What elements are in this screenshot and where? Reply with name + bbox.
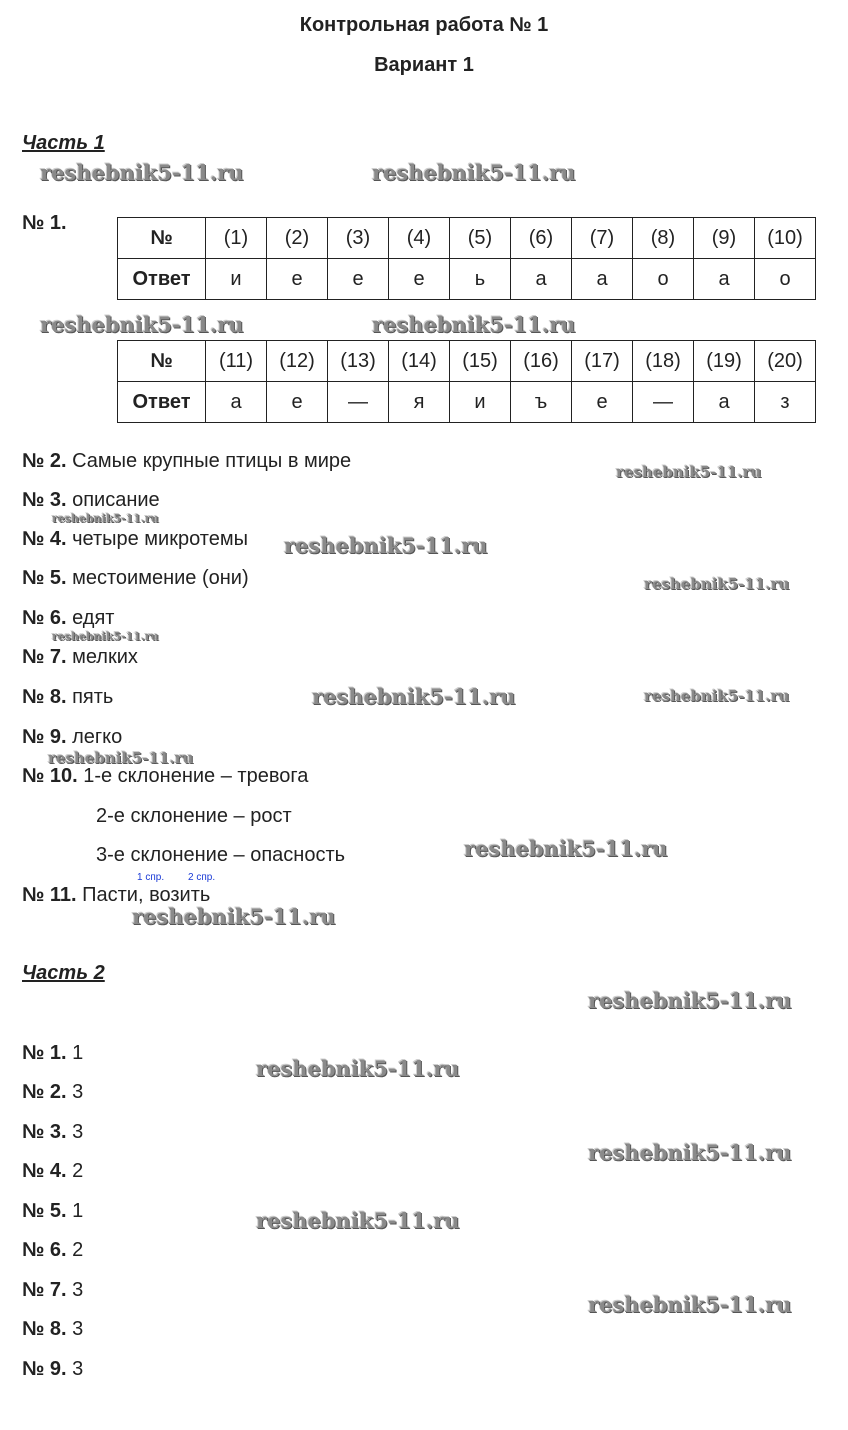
list-item (22, 686, 113, 709)
list-item (22, 1358, 83, 1381)
answer-table-1 (117, 217, 816, 300)
watermark: reshebnik5-11.ru (52, 512, 159, 525)
table-header-number: № (118, 218, 206, 259)
item-answer: 3 (72, 1279, 84, 1301)
item-answer: легко (72, 726, 123, 748)
table-cell: (9) (694, 218, 755, 259)
item-number: № 5. (22, 567, 67, 589)
item-answer: 1-е склонение – тревога (83, 765, 309, 787)
table-cell: ь (450, 259, 511, 300)
item-answer: 2 (72, 1239, 84, 1261)
list-item (22, 1160, 83, 1183)
conjugation-note: 1 спр. (137, 872, 165, 883)
table-cell: (10) (755, 218, 816, 259)
item-answer: 1 (72, 1200, 84, 1222)
table-cell: (17) (572, 341, 633, 382)
table-cell: (4) (389, 218, 450, 259)
item-answer: 2 (72, 1160, 84, 1182)
list-item (22, 646, 138, 669)
table-cell: — (328, 382, 389, 423)
item-answer: описание (72, 489, 160, 511)
table-cell: (15) (450, 341, 511, 382)
watermark: reshebnik5-11.ru (48, 749, 194, 767)
table-cell: (2) (267, 218, 328, 259)
table-row (118, 382, 816, 423)
table-cell: (14) (389, 341, 450, 382)
table-cell: (5) (450, 218, 511, 259)
item-answer: 3 (72, 1081, 84, 1103)
item-number: № 3. (22, 489, 67, 511)
table-cell: и (206, 259, 267, 300)
item-number: № 7. (22, 1279, 67, 1301)
table-header-answer: Ответ (118, 259, 206, 300)
list-item (22, 1239, 83, 1262)
item-number: № 2. (22, 450, 67, 472)
watermark: reshebnik5-11.ru (616, 463, 762, 481)
q1-label: № 1. (22, 212, 67, 234)
table-header-answer: Ответ (118, 382, 206, 423)
watermark: reshebnik5-11.ru (284, 533, 488, 558)
table-cell: а (694, 259, 755, 300)
item-number: № 2. (22, 1081, 67, 1103)
table-cell: (16) (511, 341, 572, 382)
watermark: reshebnik5-11.ru (52, 630, 159, 643)
watermark: reshebnik5-11.ru (588, 1140, 792, 1165)
watermark: reshebnik5-11.ru (312, 684, 516, 709)
item-number: № 10. (22, 765, 78, 787)
list-item (22, 765, 308, 788)
item-number: № 6. (22, 607, 67, 629)
table-cell: а (694, 382, 755, 423)
table-cell: а (572, 259, 633, 300)
item-number: № 1. (22, 1042, 67, 1064)
part1-heading: Часть 1 (22, 132, 105, 154)
table-cell: з (755, 382, 816, 423)
item-answer: четыре микротемы (72, 528, 248, 550)
watermark: reshebnik5-11.ru (644, 687, 790, 705)
table-row (118, 218, 816, 259)
table-row (118, 341, 816, 382)
table-cell: а (511, 259, 572, 300)
table-cell: (13) (328, 341, 389, 382)
table-header-number: № (118, 341, 206, 382)
watermark: reshebnik5-11.ru (132, 904, 336, 929)
watermark: reshebnik5-11.ru (40, 160, 244, 185)
conjugation-note: 2 спр. (188, 872, 216, 883)
list-item (22, 528, 248, 551)
item-answer: 3 (72, 1318, 84, 1340)
list-item (22, 1121, 83, 1144)
variant-title: Вариант 1 (374, 54, 474, 76)
watermark: reshebnik5-11.ru (644, 575, 790, 593)
list-item (22, 567, 249, 590)
item-answer-line: 2-е склонение – рост (96, 805, 292, 827)
item-number: № 11. (22, 884, 77, 906)
watermark: reshebnik5-11.ru (256, 1056, 460, 1081)
item-answer: 3 (72, 1358, 84, 1380)
item-answer-line: 3-е склонение – опасность (96, 844, 346, 866)
part2-heading: Часть 2 (22, 962, 105, 984)
list-item (22, 726, 122, 749)
item-answer: Самые крупные птицы в мире (72, 450, 352, 472)
list-item (22, 489, 160, 512)
watermark: reshebnik5-11.ru (464, 836, 668, 861)
item-number: № 8. (22, 1318, 67, 1340)
table-cell: е (328, 259, 389, 300)
table-cell: я (389, 382, 450, 423)
table-cell: е (389, 259, 450, 300)
item-number: № 4. (22, 1160, 67, 1182)
table-cell: е (572, 382, 633, 423)
item-number: № 9. (22, 1358, 67, 1380)
table-cell: е (267, 259, 328, 300)
list-item (22, 1318, 83, 1341)
table-cell: о (633, 259, 694, 300)
watermark: reshebnik5-11.ru (372, 312, 576, 337)
answer-table-2 (117, 340, 816, 423)
table-cell: (8) (633, 218, 694, 259)
table-cell: (19) (694, 341, 755, 382)
item-answer: мелких (72, 646, 138, 668)
table-cell: (3) (328, 218, 389, 259)
list-item (22, 1081, 83, 1104)
item-answer: едят (72, 607, 115, 629)
item-number: № 8. (22, 686, 67, 708)
table-cell: — (633, 382, 694, 423)
table-cell: (7) (572, 218, 633, 259)
table-cell: (11) (206, 341, 267, 382)
list-item (22, 1200, 83, 1223)
watermark: reshebnik5-11.ru (588, 988, 792, 1013)
watermark: reshebnik5-11.ru (588, 1292, 792, 1317)
item-answer: пять (72, 686, 114, 708)
table-cell: и (450, 382, 511, 423)
list-item (22, 607, 114, 630)
item-number: № 3. (22, 1121, 67, 1143)
list-item (22, 1042, 83, 1065)
item-number: № 5. (22, 1200, 67, 1222)
table-cell: (18) (633, 341, 694, 382)
table-cell: а (206, 382, 267, 423)
item-number: № 4. (22, 528, 67, 550)
watermark: reshebnik5-11.ru (372, 160, 576, 185)
table-cell: (20) (755, 341, 816, 382)
list-item (22, 1279, 83, 1302)
item-answer: Пасти, возить (82, 884, 211, 906)
table-cell: е (267, 382, 328, 423)
item-number: № 6. (22, 1239, 67, 1261)
item-answer: 1 (72, 1042, 84, 1064)
table-cell: о (755, 259, 816, 300)
list-item (22, 450, 351, 473)
table-cell: (1) (206, 218, 267, 259)
table-row (118, 259, 816, 300)
watermark: reshebnik5-11.ru (40, 312, 244, 337)
item-answer: местоимение (они) (72, 567, 249, 589)
item-number: № 7. (22, 646, 67, 668)
table-cell: (6) (511, 218, 572, 259)
page-title: Контрольная работа № 1 (299, 14, 549, 36)
table-cell: (12) (267, 341, 328, 382)
watermark: reshebnik5-11.ru (256, 1208, 460, 1233)
table-cell: ъ (511, 382, 572, 423)
item-answer: 3 (72, 1121, 84, 1143)
item-number: № 9. (22, 726, 67, 748)
